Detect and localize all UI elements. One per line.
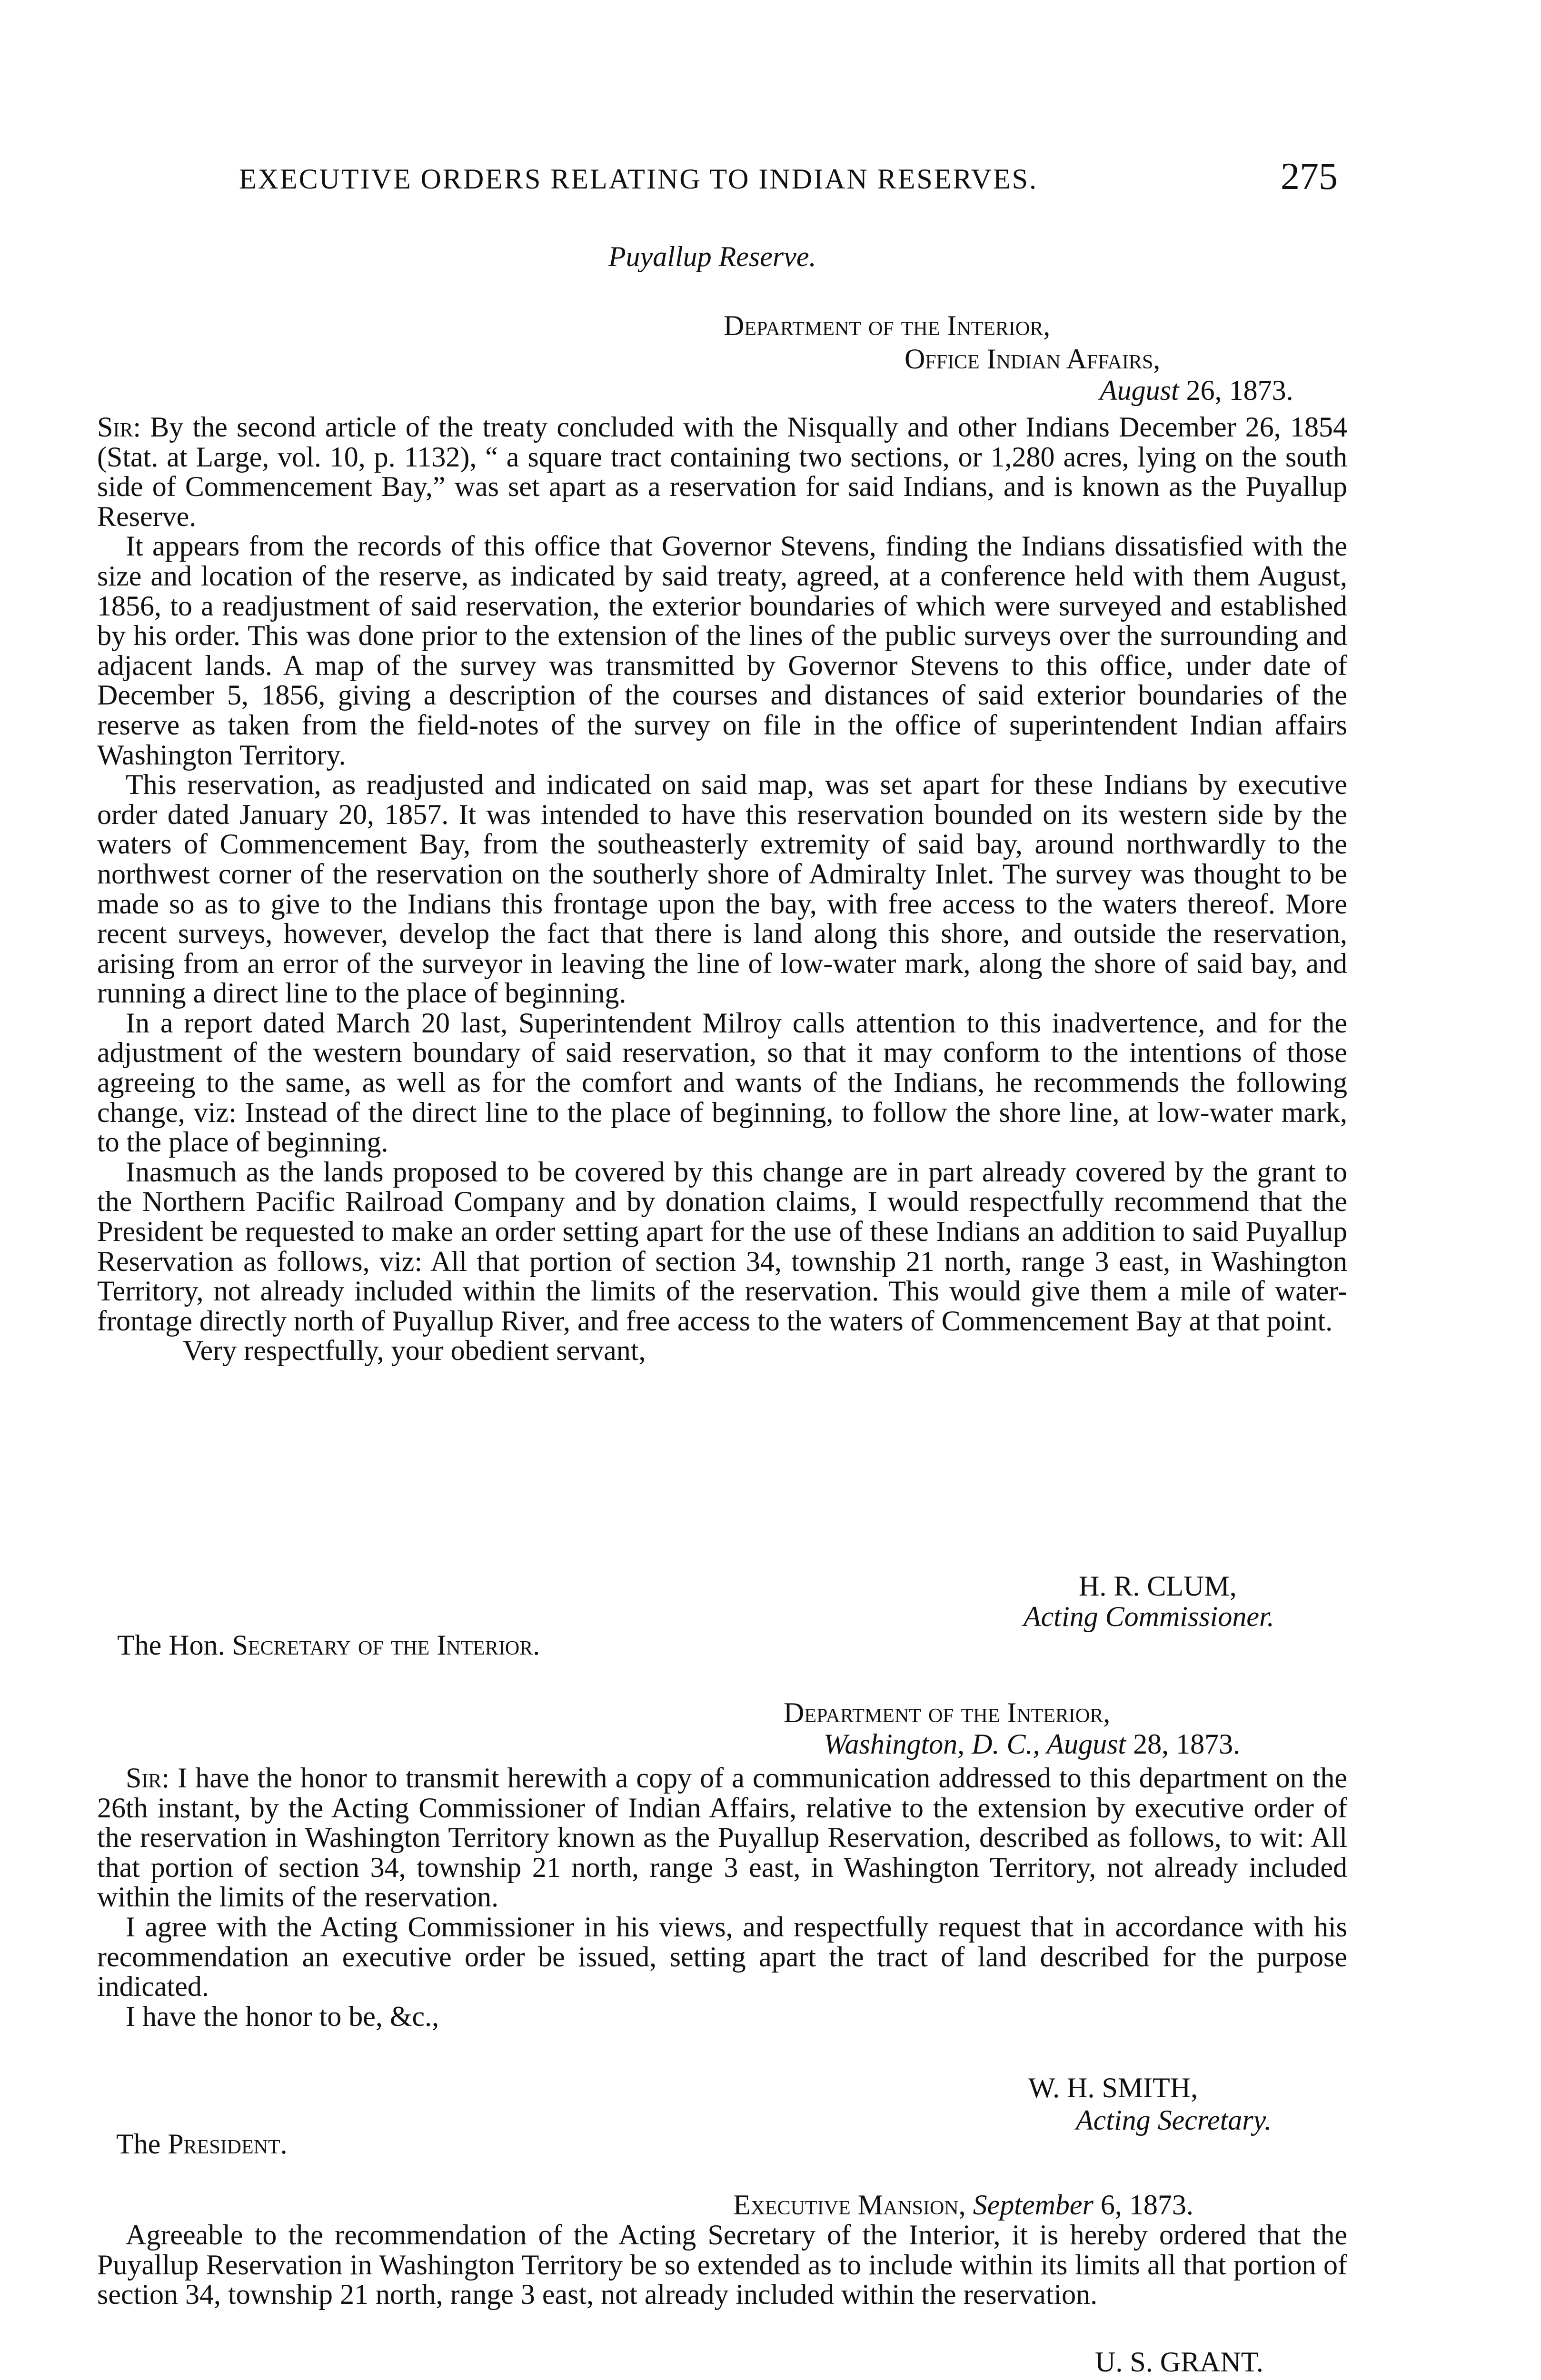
section-title: Puyallup Reserve. [608,241,816,272]
letter1-body [97,412,1347,1366]
letter1-addressee-prefix: The Hon. [117,1629,225,1661]
letter2-salutation: Sir: [126,1762,170,1794]
letter1-signature-title: Acting Commissioner. [1024,1601,1274,1632]
letter2-addressee-rest: President. [168,2128,288,2160]
letter1-addressee [117,1629,540,1662]
order-signature: U. S. GRANT. [1095,2346,1263,2378]
letter1-paragraph: It appears from the records of this office that Governor Stevens, finding the Indians dissatisfied with the size and location of the reserve, as indicated by said treaty, agreed, at a conference held with them August, 1856, to a readjustment of said reservation, the exterior boundaries of which were surveyed and established by his order. This was done prior to the extension of the lines of the public surveys over the surrounding and adjacent lands. A map of the survey was transmitted by Governor Stevens to this office, under date of December 5, 1856, giving a description of the courses and distances of said exterior boundaries of the reserve as taken from the field-notes of the survey on file in the office of superintendent Indian affairs Washington Territory. [97,530,1347,771]
letter2-signature-title: Acting Secretary. [1076,2104,1272,2136]
letter1-paragraph: Inasmuch as the lands proposed to be covered by this change are in part already covered by the grant to the Northern Pacific Railroad Company and by donation claims, I would respectfully recommend that the President be requested to make an order setting apart for the use of these Indians an addition to said Puyallup Reservation as follows, viz: All that portion of section 34, township 21 north, range 3 east, in Washington Territory, not already included within the limits of the reservation. This would give them a mile of water-frontage directly north of Puyallup River, and free access to the waters of Commencement Bay at that point. [97,1156,1347,1337]
letter1-paragraph: This reservation, as readjusted and indicated on said map, was set apart for these Indians by executive order dated January 20, 1857. It was intended to have this reservation bounded on its western side by the waters of Commencement Bay, from the southeasterly extremity of said bay, around northwardly to the northwest corner of the reservation on the southerly shore of Admiralty Inlet. The survey was thought to be made so as to give to the Indians this frontage upon the bay, with free access to the waters thereof. More recent surveys, however, develop the fact that there is land along this shore, and outside the reservation, arising from an error of the surveyor in leaving the line of low-water mark, along the shore of said bay, and running a direct line to the place of beginning. [97,769,1347,1009]
order-date-rest: 6, 1873. [1093,2189,1193,2221]
letter2-department: Department of the Interior, [784,1697,1111,1728]
letter2-paragraph [97,1763,1347,1912]
letter1-date-rest: 26, 1873. [1179,375,1293,406]
letter1-paragraph [97,412,1347,531]
letter2-date-rest: 28, 1873. [1126,1728,1241,1760]
letter2-signature-name: W. H. SMITH, [1028,2072,1198,2103]
order-heading [733,2189,1193,2221]
letter1-date-month: August [1100,375,1179,406]
letter1-addressee-rest: Secretary of the Interior. [232,1629,540,1661]
order-text: Agreeable to the recommendation of the Acting Secretary of the Interior, it is hereby ordered that the Puyallup Reservation in Washington Territory be so extended as to include within its limits all that portion of section 34, township 21 north, range 3 east, not already included within the reservation. [97,2219,1347,2311]
order-date-month: September [973,2189,1094,2221]
letter1-signature-name: H. R. CLUM, [1079,1570,1237,1602]
letter2-body [97,1763,1347,2031]
letter2-paragraph: I agree with the Acting Commissioner in his views, and respectfully request that in accordance with his recommendation an executive order be issued, setting apart the tract of land described for the purpose indicated. [97,1911,1347,2003]
letter2-paragraph-text: I have the honor to transmit herewith a copy of a communication addressed to this department on the 26th instant, by the Acting Commissioner of Indian Affairs, relative to the extension by executive order of the reservation in Washington Territory known as the Puyallup Reservation, described as follows, to wit: All that portion of section 34, township 21 north, range 3 east, in Washington Territory, not already included within the limits of the reservation. [97,1762,1347,1913]
order-place: Executive Mansion, [733,2189,966,2221]
order-body [97,2220,1347,2310]
letter2-closing: I have the honor to be, &c., [126,2000,439,2032]
letter2-addressee-prefix: The [116,2128,161,2160]
letter2-date [824,1728,1240,1761]
letter2-addressee [116,2128,288,2161]
letter1-department: Department of the Interior, [724,310,1051,341]
letter2-place-date: Washington, D. C., August [824,1728,1126,1760]
letter1-office: Office Indian Affairs, [905,343,1161,375]
running-title: EXECUTIVE ORDERS RELATING TO INDIAN RESERVES. [239,163,1038,195]
letter1-date [1100,374,1293,407]
letter1-paragraph: In a report dated March 20 last, Superintendent Milroy calls attention to this inadvertence, and for the adjustment of the western boundary of said reservation, so that it may conform to the intentions of those agreeing to the same, as well as for the comfort and wants of the Indians, he recommends the following change, viz: Instead of the direct line to the place of beginning, to follow the shore line, at low-water mark, to the place of beginning. [97,1007,1347,1158]
page-number: 275 [1281,156,1338,198]
letter1-salutation: Sir: [97,411,141,443]
letter1-closing: Very respectfully, your obedient servant, [183,1335,646,1367]
letter1-paragraph-text: By the second article of the treaty concluded with the Nisqually and other Indians December 26, 1854 (Stat. at Large, vol. 10, p. 1132), “ a square tract containing two sections, or 1,280 acres, lying on the south side of Commencement Bay,” was set apart as a reservation for said Indians, and is known as the Puyallup Reserve. [97,411,1348,532]
